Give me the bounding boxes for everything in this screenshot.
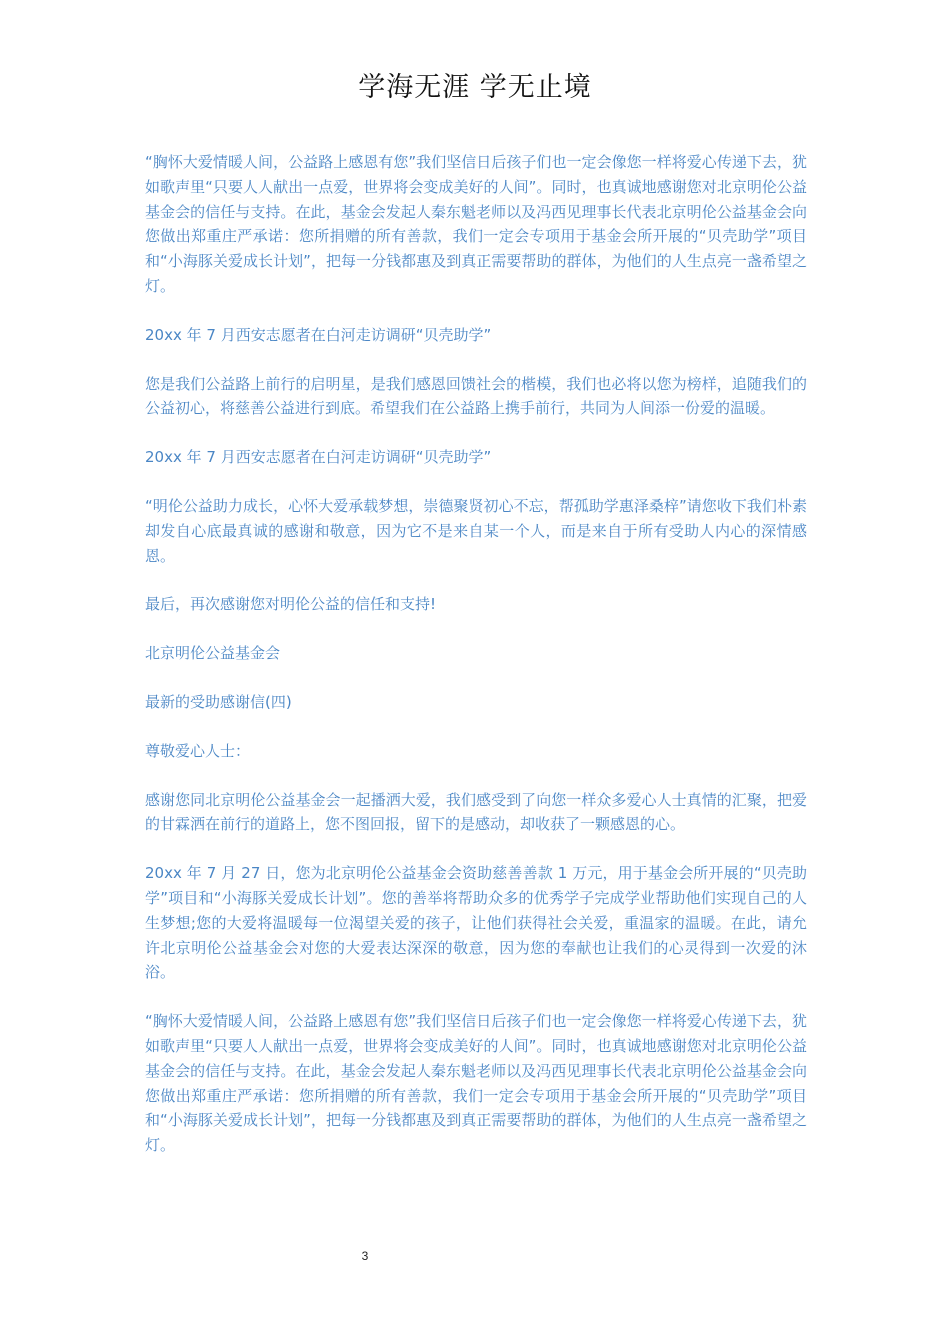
signature-organization: 北京明伦公益基金会 xyxy=(145,644,281,663)
paragraph-gratitude: “明伦公益助力成长，心怀大爱承载梦想，崇德聚贤初心不忘，帮孤助学惠泽桑梓”请您收下我们朴素却发自心底最真诚的感谢和敬意，因为它不是来自某一个人，而是来自于所有受助人内心的深情感恩。 xyxy=(145,496,807,565)
paragraph-donation: 20xx 年 7 月 27 日，您为北京明伦公益基金会资助慈善善款 1 万元，用于基金会所开展的“贝壳助学”项目和“小海豚关爱成长计划”。您的善举将帮助众多的优秀学子完成学业帮助他们实现自己的人生梦想;您的大爱将温暖每一位渴望关爱的孩子，让他们获得社会关爱，重温家的温暖。在此，请允许北京明伦公益基金会对您的大爱表达深深的敬意，因为您的奉献也让我们的心灵得到一次爱的沐浴。 xyxy=(145,864,807,982)
photo-caption: 20xx 年 7 月西安志愿者在白河走访调研“贝壳助学” xyxy=(145,325,492,344)
paragraph-intro: 感谢您同北京明伦公益基金会一起播洒大爱，我们感受到了向您一样众多爱心人士真情的汇聚，把爱的甘霖洒在前行的道路上，您不图回报，留下的是感动，却收获了一颗感恩的心。 xyxy=(145,790,807,834)
page-number: 3 xyxy=(361,1249,369,1263)
paragraph-role-model: 您是我们公益路上前行的启明星，是我们感恩回馈社会的楷模，我们也必将以您为榜样，追随我们的公益初心，将慈善公益进行到底。希望我们在公益路上携手前行，共同为人间添一份爱的温暖。 xyxy=(145,374,807,418)
letter-salutation: 尊敬爱心人士： xyxy=(145,741,251,760)
paragraph-closing: 最后，再次感谢您对明伦公益的信任和支持! xyxy=(145,595,437,614)
photo-caption: 20xx 年 7 月西安志愿者在白河走访调研“贝壳助学” xyxy=(145,448,492,467)
page-header-title: 学海无涯 学无止境 xyxy=(358,72,592,103)
paragraph-thanks-promise: “胸怀大爱情暖人间，公益路上感恩有您”我们坚信日后孩子们也一定会像您一样将爱心传递下去，犹如歌声里“只要人人献出一点爱，世界将会变成美好的人间”。同时，也真诚地感谢您对北京明伦公益基金会的信任与支持。在此，基金会发起人秦东魁老师以及冯西见理事长代表北京明伦公益基金会向您做出郑重庄严承诺：您所捐赠的所有善款，我们一定会专项用于基金会所开展的“贝壳助学”项目和“小海豚关爱成长计划”，把每一分钱都惠及到真正需要帮助的群体，为他们的人生点亮一盏希望之灯。 xyxy=(145,153,807,295)
letter-title: 最新的受助感谢信(四) xyxy=(145,692,292,711)
paragraph-thanks-promise-repeat: “胸怀大爱情暖人间，公益路上感恩有您”我们坚信日后孩子们也一定会像您一样将爱心传递下去，犹如歌声里“只要人人献出一点爱，世界将会变成美好的人间”。同时，也真诚地感谢您对北京明伦公益基金会的信任与支持。在此，基金会发起人秦东魁老师以及冯西见理事长代表北京明伦公益基金会向您做出郑重庄严承诺：您所捐赠的所有善款，我们一定会专项用于基金会所开展的“贝壳助学”项目和“小海豚关爱成长计划”，把每一分钱都惠及到真正需要帮助的群体，为他们的人生点亮一盏希望之灯。 xyxy=(145,1012,807,1155)
document-body xyxy=(145,150,807,1182)
